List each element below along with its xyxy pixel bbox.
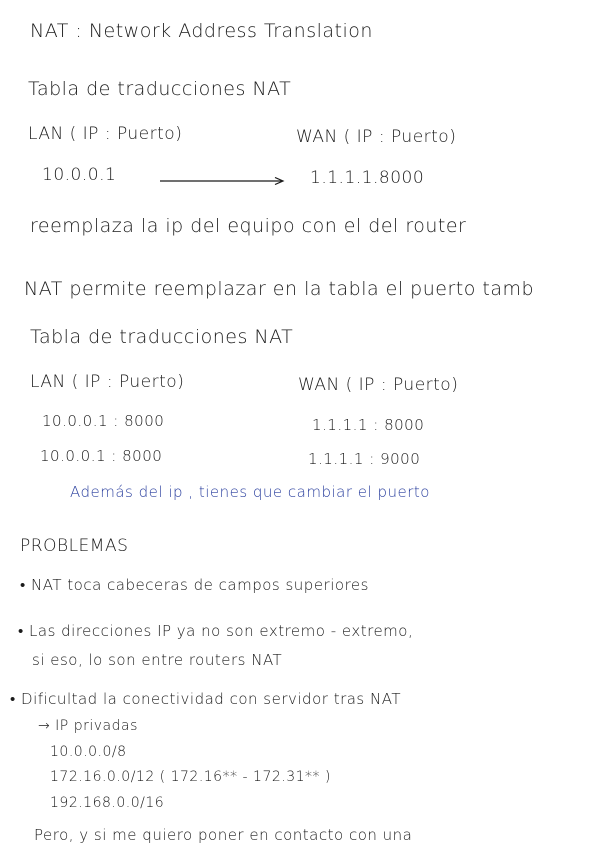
private-ip-range-3: 192.168.0.0/16: [50, 795, 165, 811]
table2-row-1-lan: 10.0.0.1 : 8000: [42, 412, 165, 430]
table1-wan-value: 1.1.1.1.8000: [310, 168, 425, 188]
table2-row-2-wan: 1.1.1.1 : 9000: [308, 450, 421, 468]
table2-heading: Tabla de traducciones NAT: [30, 326, 294, 348]
table2-lan-header: LAN ( IP : Puerto): [30, 372, 185, 392]
table2-row-1-wan: 1.1.1.1 : 8000: [312, 416, 425, 434]
arrow-right-icon: [160, 177, 285, 185]
table1-heading: Tabla de traducciones NAT: [28, 78, 292, 100]
last-line: Pero, y si me quiero poner en contacto con una: [34, 826, 413, 844]
replace-note: reemplaza la ip del equipo con el del router: [30, 215, 467, 237]
problems-heading: PROBLEMAS: [20, 536, 129, 556]
table1-lan-value: 10.0.0.1: [42, 165, 117, 185]
problem-item-2-line-2: si eso, lo son entre routers NAT: [32, 651, 283, 669]
table2-row-2-lan: 10.0.0.1 : 8000: [40, 447, 163, 465]
private-ip-range-2: 172.16.0.0/12 ( 172.16** - 172.31** ): [50, 769, 331, 785]
problem-item-1: • NAT toca cabeceras de campos superiores: [20, 576, 369, 594]
problem-item-3: • Dificultad la conectividad con servidor tras NAT: [10, 690, 401, 708]
table1-lan-header: LAN ( IP : Puerto): [28, 124, 183, 144]
private-ip-range-1: 10.0.0.0/8: [50, 744, 127, 760]
table2-wan-header: WAN ( IP : Puerto): [298, 375, 459, 395]
table1-wan-header: WAN ( IP : Puerto): [296, 127, 457, 147]
problem-item-2-line-1: • Las direcciones IP ya no son extremo - extremo,: [18, 622, 414, 640]
port-note: NAT permite reemplazar en la tabla el puerto tamb: [24, 278, 535, 300]
blue-note: Además del ip , tienes que cambiar el puerto: [70, 483, 430, 501]
page-title: NAT : Network Address Translation: [30, 20, 373, 42]
private-ip-heading: → IP privadas: [38, 718, 138, 734]
